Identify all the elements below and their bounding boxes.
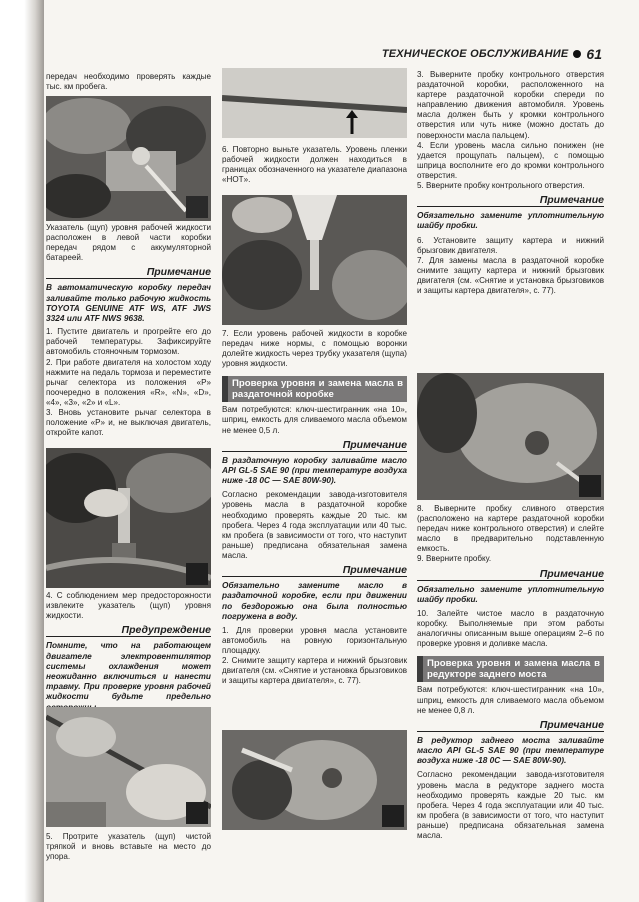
section-title: ТЕХНИЧЕСКОЕ ОБСЛУЖИВАНИЕ	[381, 48, 569, 60]
warning-title: Предупреждение	[46, 625, 211, 637]
col1-intro	[46, 72, 211, 92]
note-washer-2-title: Примечание	[417, 569, 604, 581]
step-10-fill: 10. Залейте чистое масло в раздаточную коробку. Выполняемые при этом работы аналогичны описанным выше операциям 2–6 по проверке уровня и доливке масла.	[417, 609, 604, 649]
step-9-plug: 9. Вверните пробку.	[417, 554, 492, 564]
step-4-refill: 4. Если уровень масла сильно понижен (не удается прощупать пальцем), с помощью шприца восполните его до кромки контрольного отверстия.	[417, 140, 604, 180]
step-6-install: 6. Установите защиту картера и нижний брызговик двигателя.	[417, 235, 604, 255]
note-rear-oil-title: Примечание	[417, 720, 604, 732]
step-5: 5. Протрите указатель (щуп) чистой тряпкой и вновь вставьте на место до упора.	[46, 832, 211, 862]
photo-add-fluid-funnel	[222, 195, 407, 325]
step-7: 7. Если уровень рабочей жидкости в коробке передач ниже нормы, с помощью воронки долейте жидкость через трубку указателя (щупа) уровня жидкости.	[222, 329, 407, 369]
note-washer-body: Обязательно замените уплотнительную шайбу пробки.	[417, 210, 604, 231]
col1-block-b	[46, 591, 211, 712]
step-5-plug: 5. Вверните пробку контрольного отверстия.	[417, 181, 585, 191]
note-oil-title: Примечание	[222, 440, 407, 452]
note-washer-title: Примечание	[417, 195, 604, 207]
step-2: 2. При работе двигателя на холостом ходу нажмите на педаль тормоза и переместите рычаг селектора из положения «P» поочередно в положения «R», «N», «D», «4», «3», «2» и «L».	[46, 357, 211, 407]
bullet-icon	[573, 50, 581, 58]
step-1: 1. Пустите двигатель и прогрейте его до рабочей температуры. Зафиксируйте автомобиль стояночным тормозом.	[46, 327, 211, 357]
note-1-title: Примечание	[46, 267, 211, 279]
photo-wipe-dipstick	[46, 707, 211, 827]
page-header	[330, 47, 602, 61]
col1-block-c	[46, 832, 211, 862]
note-washer-2-body: Обязательно замените уплотнительную шайбу пробки.	[417, 583, 604, 604]
step-8-drain: 8. Выверните пробку сливного отверстия (расположено на картере раздаточной коробки передач ниже контрольного отверстия) и слейте масло в предварительно подставленную емкость.	[417, 504, 604, 554]
section-rear-axle: Проверка уровня и замена масла в редукторе заднего моста	[417, 656, 604, 682]
photo-dipstick-hot-mark	[222, 68, 407, 138]
note-rear-oil-body: В редуктор заднего моста заливайте масло API GL-5 SAE 90 (при температуре воздуха ниже -18 0С — SAE 80W-90).	[417, 734, 604, 766]
photo-dipstick-location	[46, 96, 211, 221]
recommend-transfer-case: Согласно рекомендации завода-изготовителя уровень масла в раздаточной коробке необходимо проверять каждые 20 тыс. км пробега. Через 4 года эксплуатации или 40 тыс. км пробега (в зависимости от того, что наступит раньше) предписана обязательная замена масла.	[222, 490, 407, 560]
photo-drain-plug	[417, 373, 604, 500]
intro-text: передач необходимо проверять каждые тыс. км пробега.	[46, 72, 211, 92]
step-3-check: 3. Выверните пробку контрольного отверстия раздаточной коробки, расположенного на картере раздаточной коробки спереди по направлению движения автомобиля. Уровень масла должен быть у кромки контрольного отверстия или чуть ниже (можно достать до поверхности масла пальцем).	[417, 70, 604, 140]
col3-block-b	[417, 504, 604, 841]
step-2-remove-guard: 2. Снимите защиту картера и нижний брызговик двигателя (см. «Снятие и установка брызговиков и защиты картера двигателя», с. 77).	[222, 656, 407, 686]
note-water-title: Примечание	[222, 565, 407, 577]
step-3: 3. Вновь установите рычаг селектора в положение «P» и, не выключая двигатель, откройте капот.	[46, 408, 211, 438]
step-6: 6. Повторно выньте указатель. Уровень пленки рабочей жидкости должен находиться в границах обозначенного на указателе диапазона «HOT».	[222, 145, 407, 185]
tools-transfer-case: Вам потребуются: ключ-шестигранник «на 10», шприц, емкость для сливаемого масла объемом не менее 0,5 л.	[222, 405, 407, 435]
page-binding-shadow	[0, 0, 44, 902]
caption-1: Указатель (щуп) уровня рабочей жидкости расположен в левой части коробки передач рядом с аккумуляторной батареей.	[46, 223, 211, 263]
note-water-body: Обязательно замените масло в раздаточной коробке, если при движении по бездорожью она была полностью погружена в воду.	[222, 580, 407, 621]
col2-block-b	[222, 329, 407, 686]
note-oil-body: В раздаточную коробку заливайте масло API GL-5 SAE 90 (при температуре воздуха ниже -18 0С — SAE 80W-90).	[222, 454, 407, 486]
col3-block-a	[417, 70, 604, 296]
page-number: 61	[586, 46, 602, 62]
section-transfer-case: Проверка уровня и замена масла в раздаточной коробке	[222, 376, 407, 402]
step-4: 4. С соблюдением мер предосторожности извлеките указатель (щуп) уровня жидкости.	[46, 591, 211, 621]
warning-body: Помните, что на работающем двигателе электровентилятор системы охлаждения может неожиданно включиться и нанести травму. При проверке уровня рабочей жидкости будьте предельно	[46, 640, 211, 702]
step-1-level: 1. Для проверки уровня масла установите автомобиль на ровную горизонтальную площадку.	[222, 625, 407, 656]
col2-block-a	[222, 145, 407, 185]
note-1-body: В автоматическую коробку передач заливайте только рабочую жидкость TOYOTA GENUINE ATF WS, ATF JWS 3324 или ATF NWS 9638.	[46, 282, 211, 324]
tools-rear-axle: Вам потребуются: ключ-шестигранник «на 10», шприц, емкость для сливаемого масла объемом не менее 0,8 л.	[417, 685, 604, 715]
step-7-replace: 7. Для замены масла в раздаточной коробке снимите защиту картера и нижний брызговик двигателя (см. «Снятие и установка брызговиков и защиты картера двигателя», с. 77).	[417, 255, 604, 296]
recommend-rear-axle: Согласно рекомендации завода-изготовителя уровень масла в редукторе заднего моста необходимо проверять каждые 20 тыс. км пробега. Через 4 года эксплуатации или 40 тыс. км пробега (в зависимости от того, что наступит раньше) предписана обязательная замена масла.	[417, 770, 604, 840]
photo-remove-dipstick	[46, 448, 211, 588]
photo-transfer-case-plug	[222, 730, 407, 830]
col1-block-a	[46, 223, 211, 438]
